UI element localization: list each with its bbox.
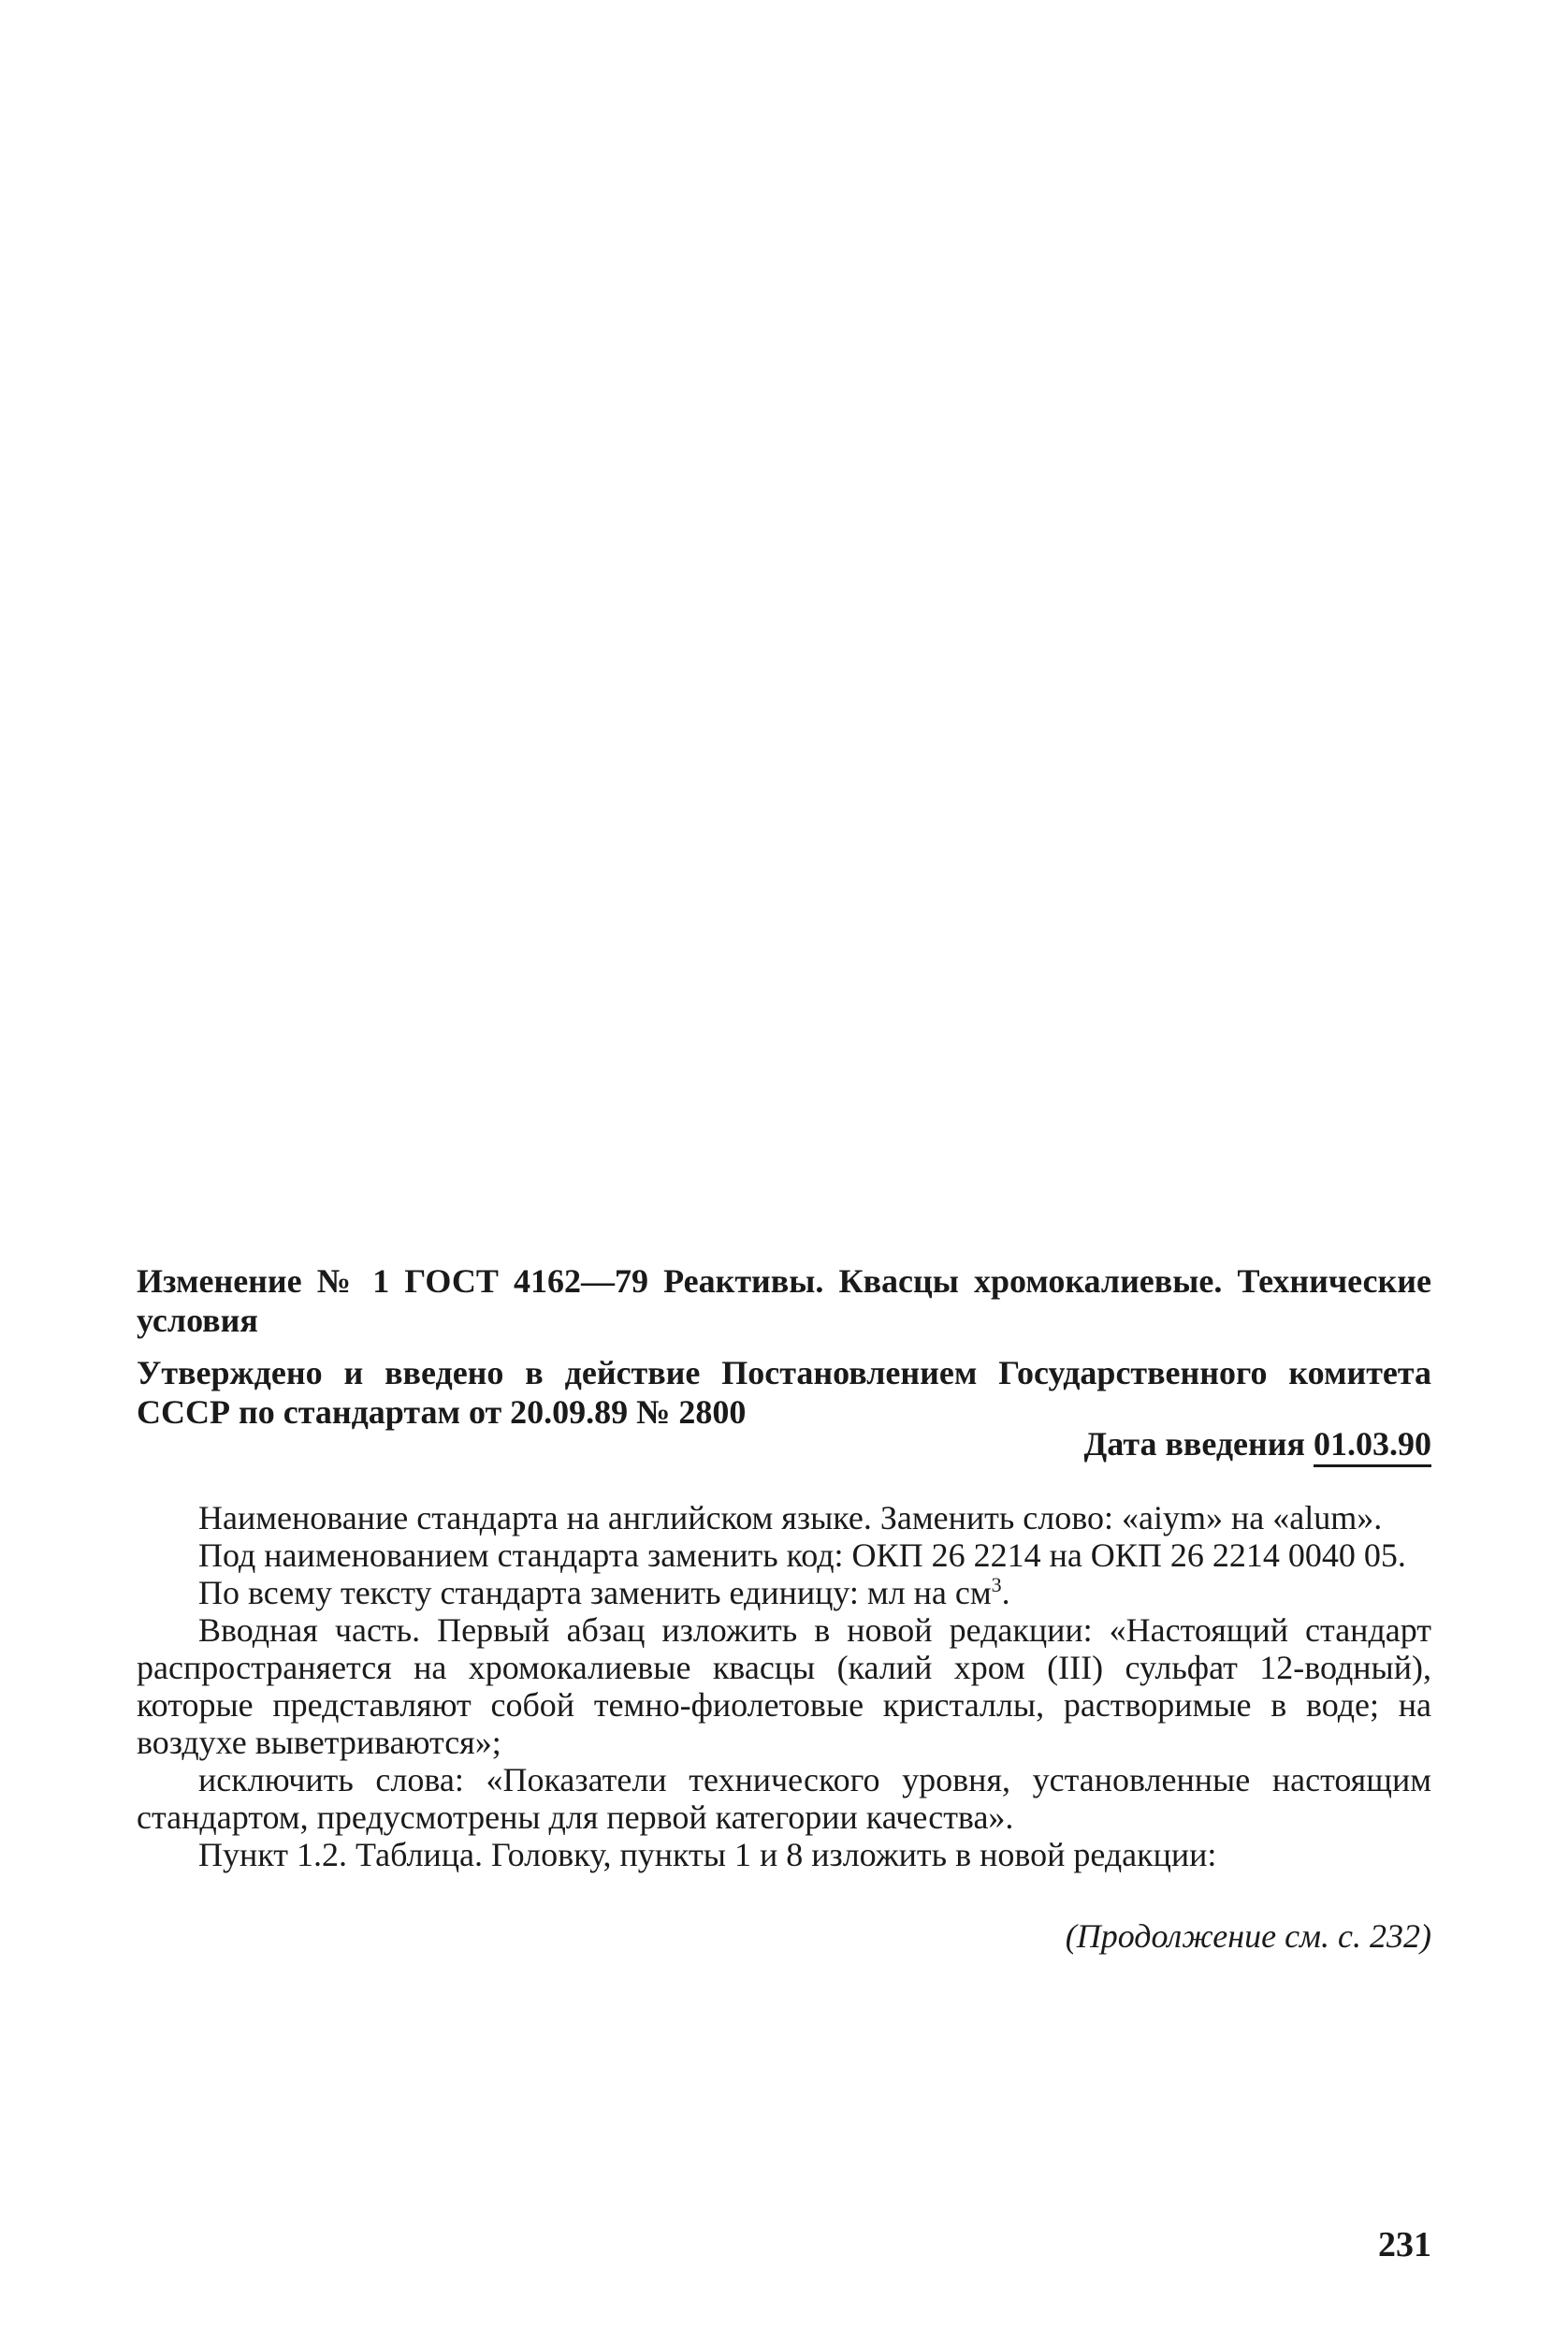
paragraph-exclude-words: исключить слова: «Показатели технического уровня, установленные настоящим стандартом, предусмотрены для первой категории качества». <box>137 1761 1431 1836</box>
paragraph-unit-replacement <box>137 1574 1431 1611</box>
amendment-title: Изменение № 1 ГОСТ 4162—79 Реактивы. Квасцы хромокалиевые. Технические условия <box>137 1262 1431 1339</box>
paragraph-english-name: Наименование стандарта на английском языке. Заменить слово: «aiym» на «alum». <box>198 1499 1383 1536</box>
page-number: 231 <box>1378 2225 1431 2264</box>
paragraph-introduction: Вводная часть. Первый абзац изложить в новой редакции: «Настоящий стандарт распространяется на хромокалиевые квасцы (калий хром (III) сульфат 12-водный), которые представляют собой темно-фиолетовые кристаллы, растворимые в воде; на воздухе выветриваются»; <box>137 1611 1431 1761</box>
unit-superscript: 3 <box>991 1573 1002 1596</box>
unit-replacement-end: . <box>1001 1574 1010 1611</box>
amendment-body <box>137 1499 1431 1873</box>
effective-date <box>1084 1424 1432 1463</box>
paragraph-table-clause: Пункт 1.2. Таблица. Головку, пункты 1 и 8 изложить в новой редакции: <box>198 1836 1217 1873</box>
effective-date-value: 01.03.90 <box>1314 1425 1431 1467</box>
approval-statement: Утверждено и введено в действие Постановлением Государственного комитета СССР по стандартам от 20.09.89 № 2800 <box>137 1354 1431 1431</box>
paragraph-okp-code: Под наименованием стандарта заменить код: ОКП 26 2214 на ОКП 26 2214 0040 05. <box>198 1536 1406 1574</box>
unit-replacement-text: По всему тексту стандарта заменить единицу: мл на см <box>198 1574 992 1611</box>
effective-date-label: Дата введения <box>1083 1425 1305 1463</box>
continuation-note: (Продолжение см. с. 232) <box>1065 1917 1431 1955</box>
